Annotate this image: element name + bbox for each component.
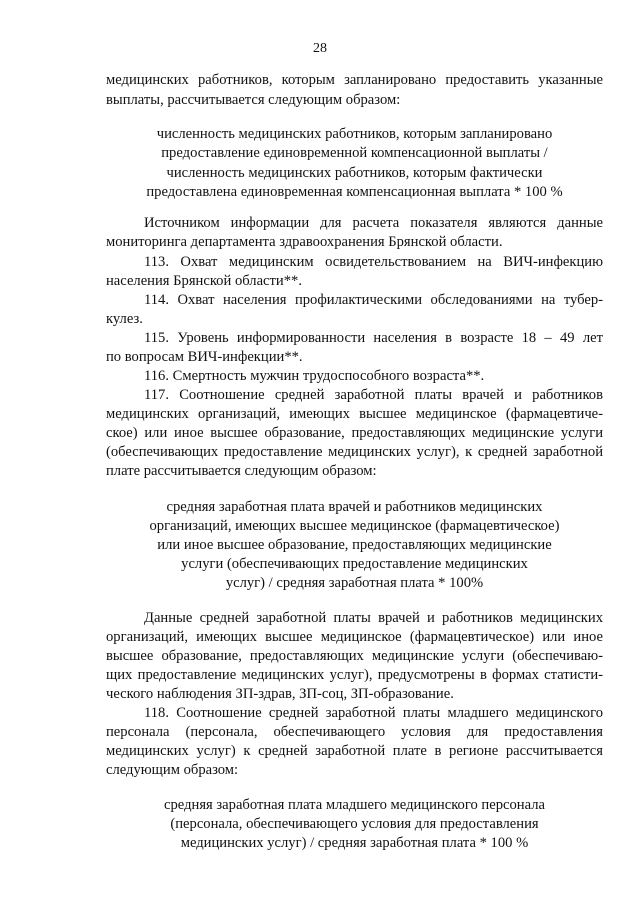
formula-line: услуги (обеспечивающих предоставление медицинских — [181, 556, 528, 572]
formula-line: предоставление единовременной компенсационной выплаты / — [161, 145, 548, 161]
formula-line: организаций, имеющих высшее медицинское (фармацевтическое) — [149, 518, 560, 534]
text-line: выплаты, рассчитывается следующим образом: — [106, 92, 401, 108]
formula-line: средняя заработная плата врачей и работников медицинских — [166, 499, 543, 515]
formula-line: (персонала, обеспечивающего условия для предоставления — [170, 816, 539, 832]
text-line: Источником информации для расчета показателя являются данные — [144, 215, 603, 231]
text-line: (обеспечивающих предоставление медицинских услуг), к средней заработной — [106, 444, 603, 460]
text-line: 116. Смертность мужчин трудоспособного возраста**. — [144, 368, 485, 384]
text-line: по вопросам ВИЧ-инфекции**. — [106, 349, 303, 365]
text-line: Данные средней заработной платы врачей и работников медицинских — [144, 610, 603, 626]
formula-line: услуг) / средняя заработная плата * 100% — [225, 575, 484, 591]
formula-line: медицинских услуг) / средняя заработная плата * 100 % — [180, 835, 529, 851]
text-line: 115. Уровень информированности населения в возрасте 18 – 49 лет — [144, 330, 603, 346]
formula-line: средняя заработная плата младшего медицинского персонала — [164, 797, 545, 813]
text-line: 117. Соотношение средней заработной платы врачей и работников — [144, 387, 603, 403]
text-line: 113. Охват медицинским освидетельствованием на ВИЧ-инфекцию — [144, 254, 603, 270]
text-line: 118. Соотношение средней заработной платы младшего медицинского — [144, 705, 603, 721]
text-line: ческого наблюдения ЗП-здрав, ЗП-соц, ЗП-образование. — [106, 686, 454, 702]
text-line: персонала (персонала, обеспечивающего условия для предоставления — [106, 724, 603, 740]
text-line: медицинских организаций, имеющих высшее медицинское (фармацевтиче- — [106, 406, 603, 422]
text-line: следующим образом: — [106, 762, 239, 778]
text-line: щих предоставление медицинских услуг), предусмотрены в формах статисти- — [106, 667, 603, 683]
text-line: медицинских услуг) к средней заработной плате в регионе рассчитывается — [106, 743, 603, 759]
text-line: организаций, имеющих высшее медицинское (фармацевтическое) или иное — [106, 629, 603, 645]
text-line: мониторинга департамента здравоохранения Брянской области. — [106, 234, 503, 250]
text-line: 114. Охват населения профилактическими обследованиями на тубер- — [144, 292, 603, 308]
text-line: высшее образование, предоставляющих медицинские услуги (обеспечиваю- — [106, 648, 603, 664]
formula-line: численность медицинских работников, которым фактически — [166, 165, 543, 181]
text-line: медицинских работников, которым запланировано предоставить указанные — [106, 72, 603, 88]
text-line: плате рассчитывается следующим образом: — [106, 463, 377, 479]
formula-line: предоставлена единовременная компенсационная выплата * 100 % — [146, 184, 563, 200]
formula-line: численность медицинских работников, которым запланировано — [156, 126, 553, 142]
text-line: ское) или иное высшее образование, предоставляющих медицинские услуги — [106, 425, 603, 441]
text-line: населения Брянской области**. — [106, 273, 302, 289]
text-line: кулез. — [106, 311, 143, 327]
formula-line: или иное высшее образование, предоставляющих медицинские — [157, 537, 552, 553]
page-number: 28 — [313, 41, 327, 56]
